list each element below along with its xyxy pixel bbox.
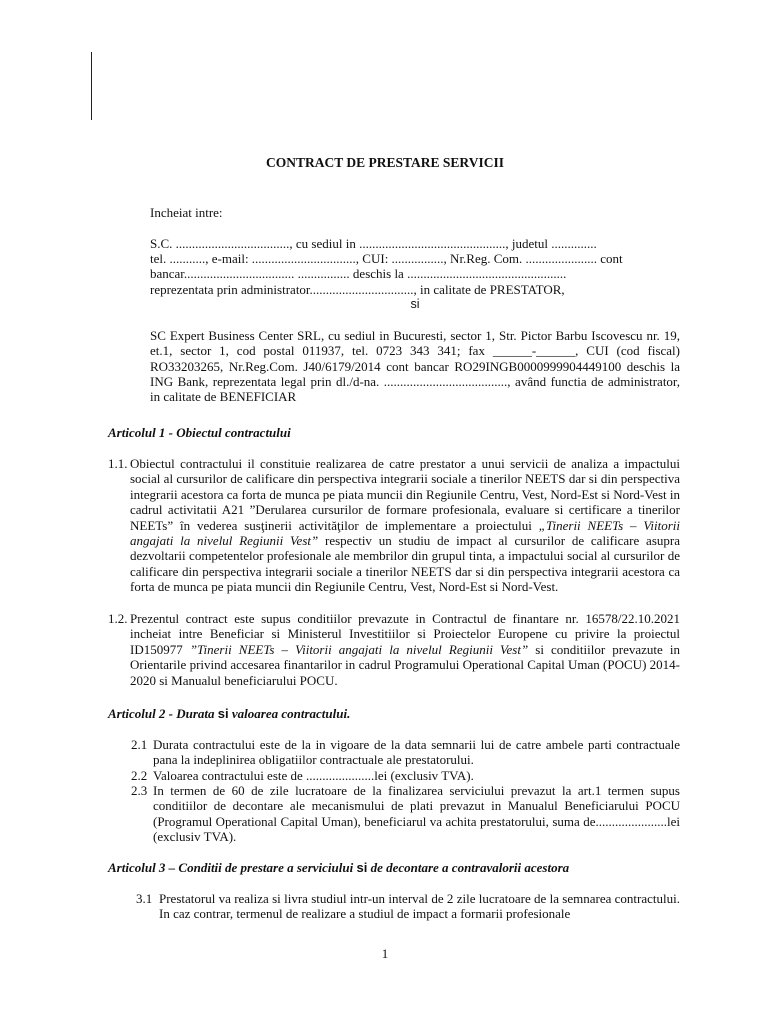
heading-part: de decontare a contravalorii acestora bbox=[367, 860, 570, 875]
item-text-a: Prezentul contract este supus conditiilor prevazute in Contractul de finantare nr. 16578/22.10.2021 incheiat intre Beneficiar si Ministerul Investitiilor si Proiectelor Europene cu privire la proiectul ID150977 bbox=[130, 611, 680, 657]
intro-text: Incheiat intre: bbox=[150, 205, 223, 220]
item-text: Durata contractului este de la in vigoare de la data semnarii lui de catre ambele parti contractuale pana la indeplinirea obligatiilor contractuale ale prestatorului. bbox=[153, 737, 680, 768]
prestator-line-1: S.C. ..................................., cu sediul in ............................................., judetul .............. bbox=[150, 236, 597, 251]
heading-part: valoarea contractului. bbox=[228, 706, 351, 721]
item-number: 1.2. bbox=[108, 611, 128, 626]
item-text: Prestatorul va realiza si livra studiul intr-un interval de 2 zile lucratoare de la semnarea contractului. In caz contrar, termenul de realizare a studiul de impact a formarii profesionale bbox=[159, 891, 680, 922]
item-text-c: respectiv un studiu de impact al cursurilor de calificare asupra dezvoltarii competentelor profesionale ale membrilor din grupul tinta, a impactului social al cursurilor de calificare din perspectiva integrarii sociale a tinerilor NEETS dar si din perspectiva integrarii acestora ca forta de munca pe piata muncii din Regiunile Centru, Vest, Nord-Est si Nord-Vest. bbox=[130, 533, 680, 595]
item-text-c: si conditiilor prevazute in Orientarile privind accesarea finantarilor in cadrul Programului Operational Capital Uman (POCU) 2014-2020 si Manualul beneficiarului POCU. bbox=[130, 641, 680, 688]
item-number: 2.3 bbox=[131, 783, 148, 798]
beneficiar-block: SC Expert Business Center SRL, cu sediul in Bucuresti, sector 1, Str. Pictor Barbu Iscovescu nr. 19, et.1, sector 1, cod postal 011937, tel. 0723 343 341; fax ______-______, CUI (cod fiscal) RO33203265, Nr.Reg.Com. J40/6179/2014 cont bancar RO29INGB0000999904449100 deschis la ING Bank, reprezentata legal prin dl./d-na. ......................................, având functia de administrator, in calitate de BENEFICIAR bbox=[150, 328, 680, 405]
page-number: 1 bbox=[381, 946, 389, 961]
heading-part: Articolul 2 - Durata bbox=[108, 706, 218, 721]
article-3-heading bbox=[108, 860, 569, 876]
prestator-line-4: reprezentata prin administrator................................, in calitate de PRESTATOR, bbox=[150, 281, 565, 297]
item-text bbox=[130, 456, 680, 595]
project-name: ”Tinerii NEETs – Viitorii angajati la nivelul Regiunii Vest” bbox=[189, 641, 529, 657]
item-number: 1.1. bbox=[108, 456, 128, 471]
prestator-line-2: tel. ..........., e-mail: ................................, CUI: ................, Nr.Reg. Com. ...................... cont bbox=[150, 251, 623, 267]
item-number: 3.1 bbox=[136, 891, 153, 906]
project-name: „Tinerii NEETs – Viitorii angajati la nivelul Regiunii Vest” bbox=[130, 517, 680, 549]
article-1-heading: Articolul 1 - Obiectul contractului bbox=[108, 425, 291, 440]
si-separator: si bbox=[410, 296, 420, 311]
prestator-block bbox=[150, 236, 680, 312]
prestator-line-3: bancar.................................. ................ deschis la ................................................. bbox=[150, 266, 567, 282]
item-text: In termen de 60 de zile lucratoare de la finalizarea serviciului prevazut la art.1 termen supus conditiilor de decontare ale mecanismului de plati prevazut in Manualul Beneficiarului POCU (Programul Operational Capital Uman), beneficiarul va achita prestatorului, suma de......................lei (exclusiv TVA). bbox=[153, 783, 680, 845]
change-bar bbox=[91, 52, 92, 120]
item-number: 2.2 bbox=[131, 768, 148, 783]
heading-symbol: si bbox=[356, 860, 368, 875]
item-text: Valoarea contractului este de .....................lei (exclusiv TVA). bbox=[153, 768, 474, 783]
item-text bbox=[130, 611, 680, 688]
article-2-heading bbox=[108, 706, 350, 722]
heading-symbol: si bbox=[217, 706, 229, 721]
document-title: CONTRACT DE PRESTARE SERVICII bbox=[266, 155, 504, 170]
heading-part: Articolul 3 – Conditii de prestare a serviciului bbox=[108, 860, 357, 875]
item-text-a: Obiectul contractului il constituie realizarea de catre prestator a unui servicii de analiza a impactului social al cursurilor de calificare din perspectiva integrarii sociale a tinerilor NEETS dar si din perspectiva integrarii acestora ca forta de munca pe piata muncii din Regiunile Centru, Vest, Nord-Est si Nord-Vest in cadrul activitatii A21 ”Derularea cursurilor de formare profesionala, evaluare si certificare a tinerilor NEETs” în vederea susţinerii activităţilor de implementare a proiectului bbox=[130, 456, 680, 533]
item-number: 2.1 bbox=[131, 737, 148, 752]
